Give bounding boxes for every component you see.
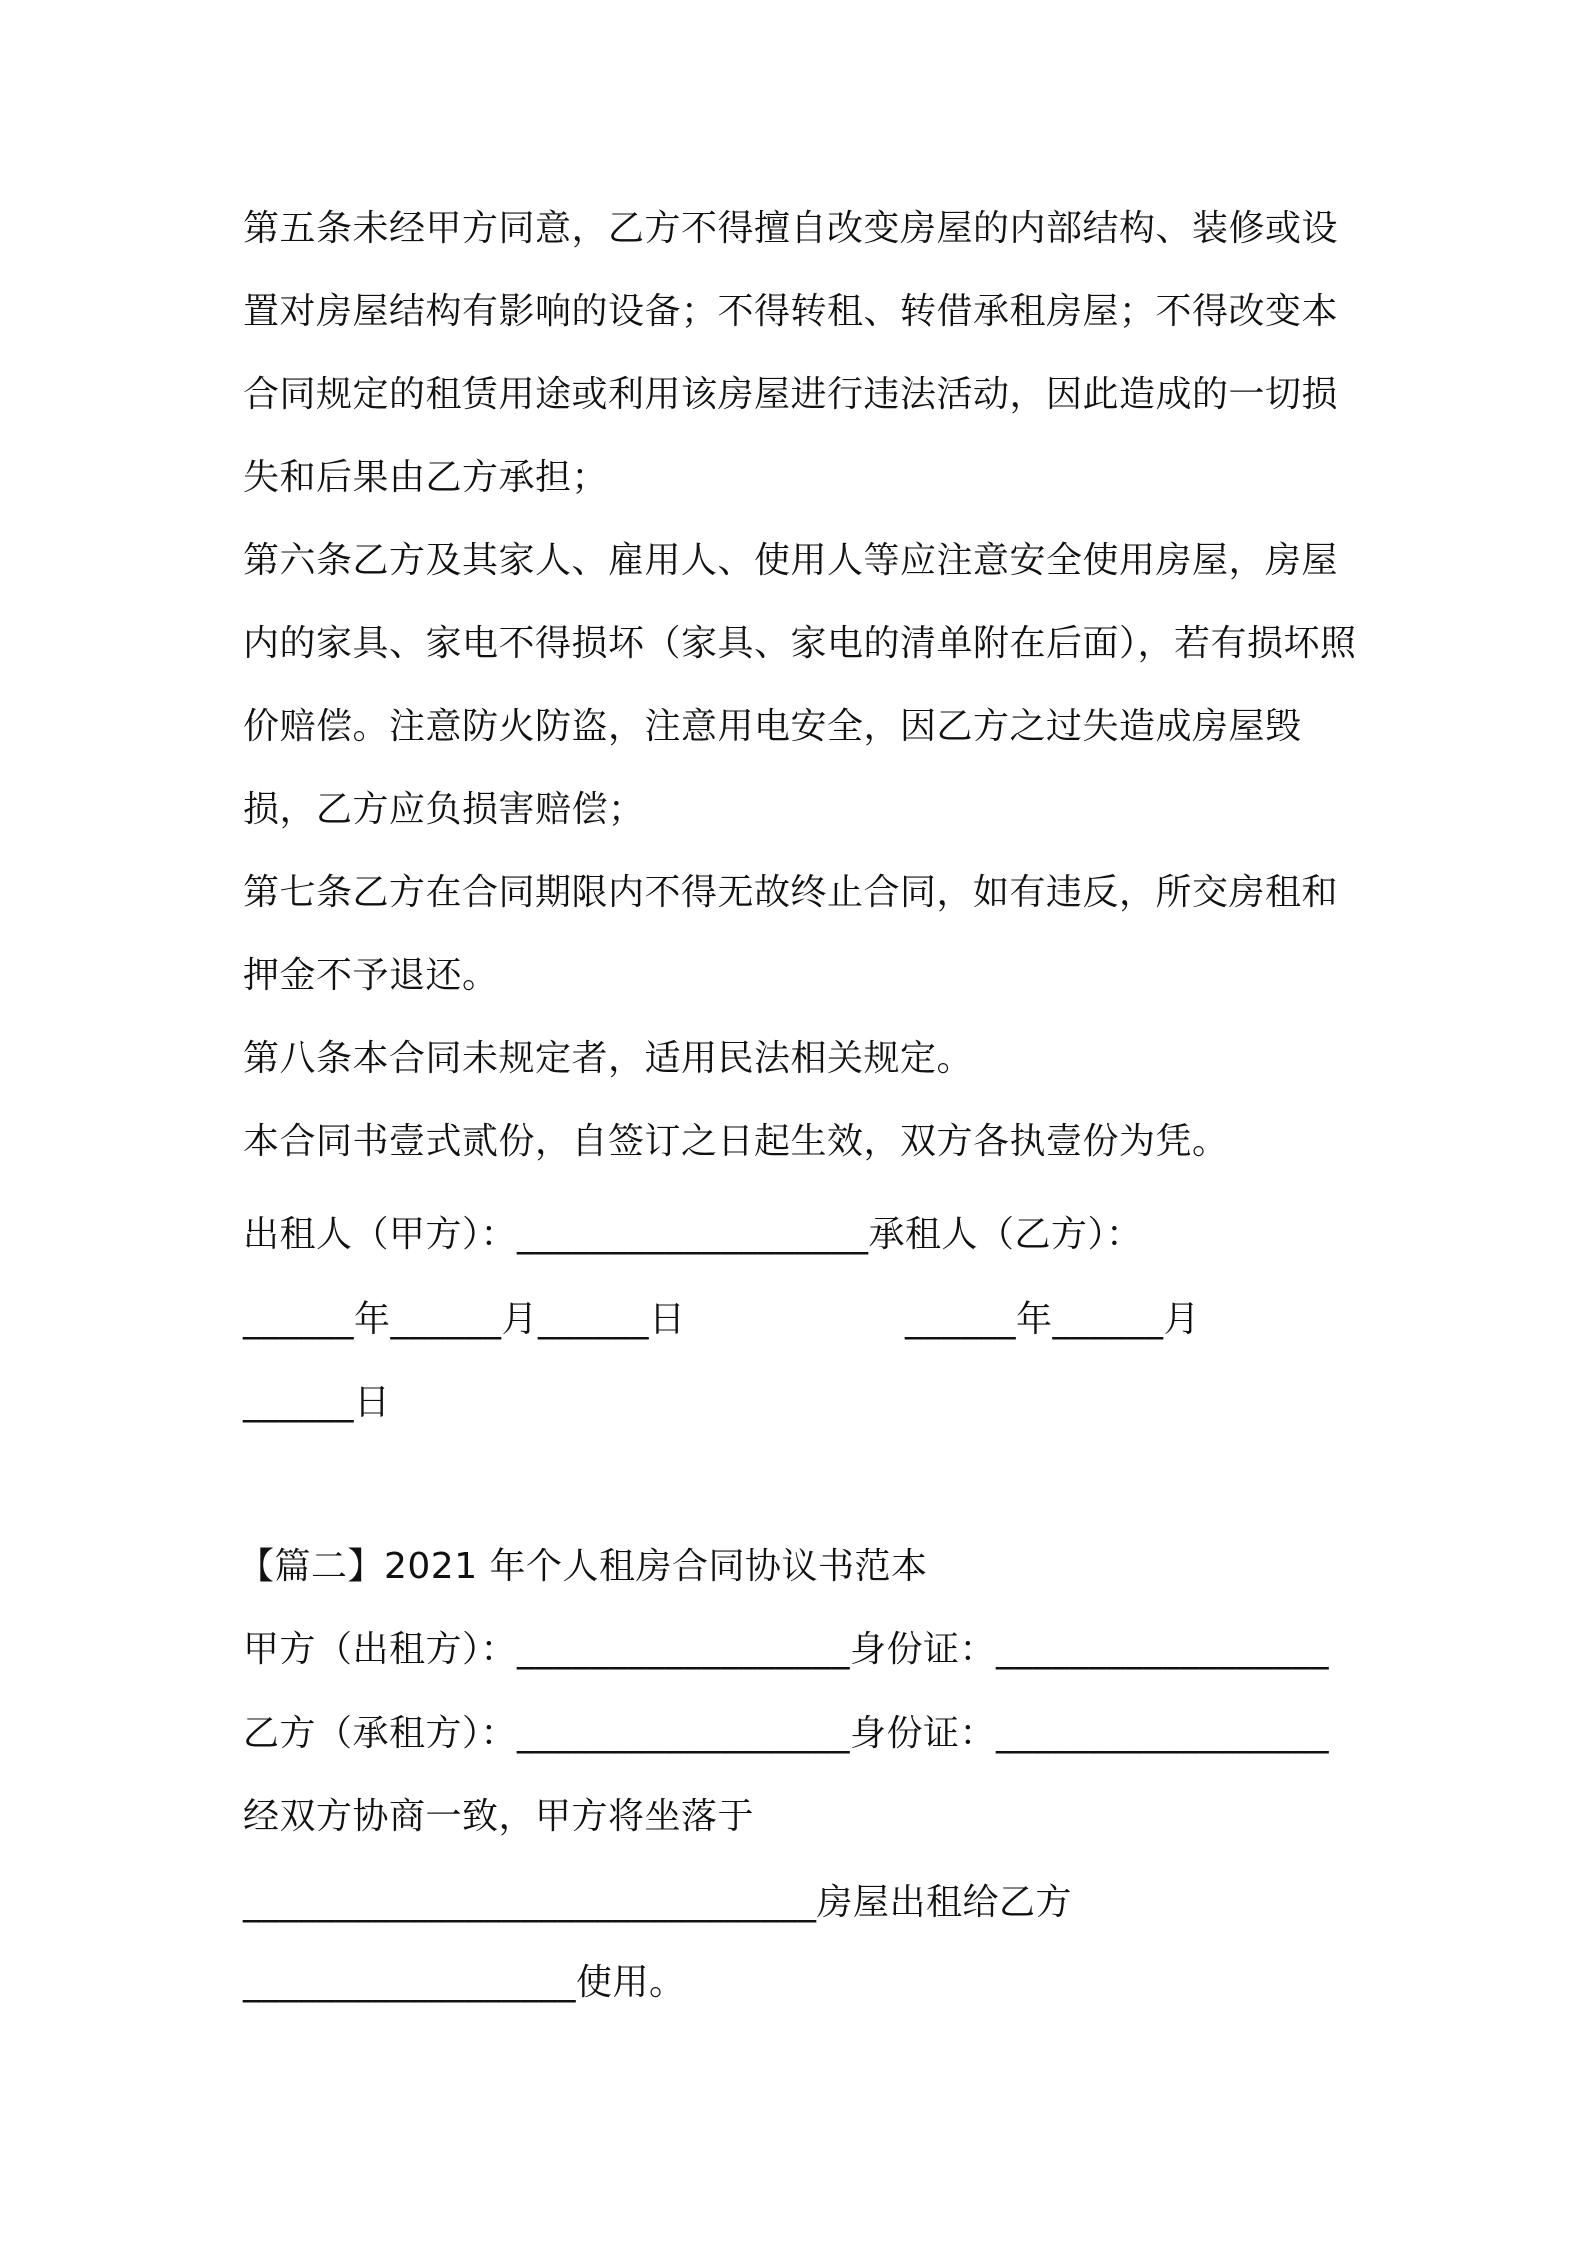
party-b-line: 乙方（承租方）：__________________身份证：__________________	[243, 1713, 1330, 1754]
clause-5: 第五条未经甲方同意，乙方不得擅自改变房屋的内部结构、装修或设置对房屋结构有影响的设备；不得转租、转借承租房屋；不得改变本合同规定的租赁用途或利用该房屋进行违法活动，因此造成的一切损失和后果由乙方承担；	[243, 208, 1339, 498]
signature-line: 出租人（甲方）：___________________承租人（乙方）：	[243, 1214, 1143, 1255]
date-line-lessee: ______年______月	[905, 1299, 1200, 1340]
usage-line: __________________使用。	[243, 1962, 686, 2003]
agreement-line: 经双方协商一致，甲方将坐落于	[243, 1796, 755, 1837]
date-line-lessor: ______年______月______日	[243, 1299, 686, 1340]
clause-6: 第六条乙方及其家人、雇用人、使用人等应注意安全使用房屋，房屋内的家具、家电不得损坏（家具、家电的清单附在后面），若有损坏照价赔偿。注意防火防盗，注意用电安全，因乙方之过失造成房屋毁损，乙方应负损害赔偿；	[243, 540, 1357, 830]
clause-8: 第八条本合同未规定者，适用民法相关规定。	[243, 1038, 974, 1079]
clause-7: 第七条乙方在合同期限内不得无故终止合同，如有违反，所交房租和押金不予退还。	[243, 872, 1339, 996]
contract-clauses	[243, 187, 1358, 1183]
house-location-line: _______________________________房屋出租给乙方	[243, 1882, 1073, 1923]
date-line-lessee-day: ______日	[243, 1382, 391, 1423]
party-a-line: 甲方（出租方）：__________________身份证：__________________	[243, 1629, 1330, 1670]
section2-title: 【篇二】2021 年个人租房合同协议书范本	[238, 1546, 928, 1587]
validity-statement: 本合同书壹式贰份，自签订之日起生效，双方各执壹份为凭。	[243, 1121, 1229, 1162]
